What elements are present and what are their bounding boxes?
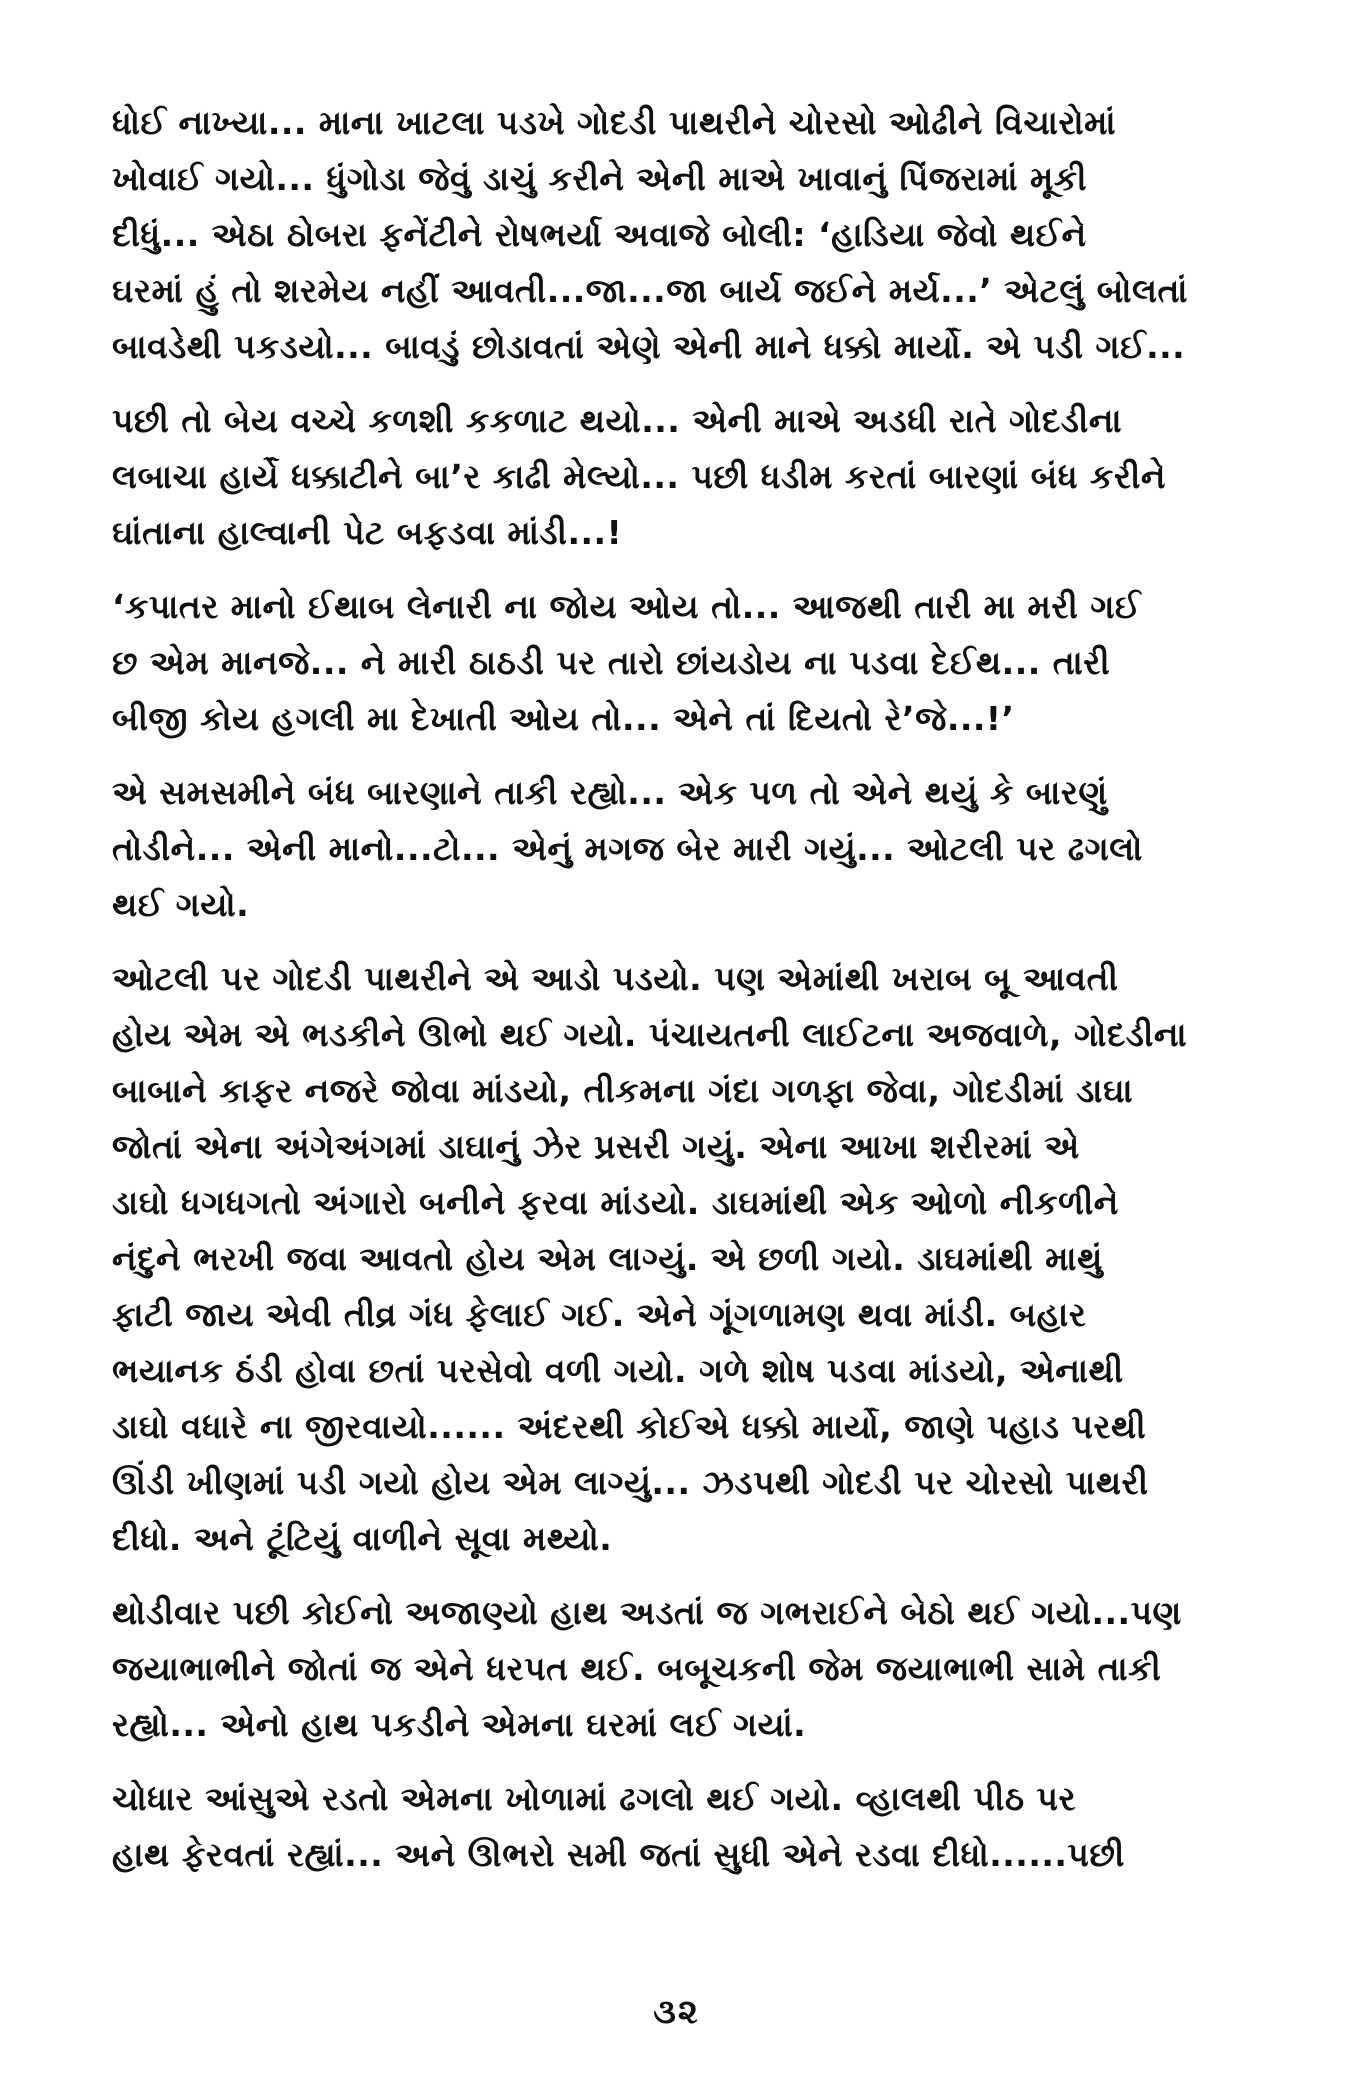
text-line: પછી તો બેય વચ્ચે કળશી કકળાટ થયો... એની માએ અડધી રાતે ગોદડીના: [112, 401, 1123, 440]
text-line: ઘાંતાના હાલ્વાની પેટ બફડવા માંડી...!: [112, 513, 623, 552]
text-line: ઊંડી ખીણમાં પડી ગયો હોય એમ લાગ્યું... ઝડપથી ગોદડી પર ચોરસો પાથરી: [112, 1463, 1149, 1502]
text-line: બીજી કોય હગલી મા દેખાતી ઓય તો... એને તાં દિયતો રે’જે...!’: [112, 699, 1015, 738]
text-line: થઈ ગયો.: [112, 885, 250, 924]
text-line: ખોવાઈ ગયો... ધુંગોડા જેવું ડાચું કરીને એની માએ ખાવાનું પિંજરામાં મૂકી: [112, 159, 1088, 198]
text-line: જોતાં એના અંગેઅંગમાં ડાઘાનું ઝેર પ્રસરી ગયું. એના આખા શરીરમાં એ: [112, 1127, 1080, 1166]
text-line: ઘરમાં હું તો શરમેય નહીં આવતી...જા...જા બાર્ય જઈને મર્ય...’ એટલું બોલતાં: [112, 271, 1188, 310]
paragraph-1: [112, 95, 1222, 375]
body-text: [112, 95, 1222, 1901]
paragraph-7: [112, 1771, 1222, 1883]
text-line: બાબાને કાફર નજરે જોવા માંડયો, તીકમના ગંદા ગળફા જેવા, ગોદડીમાં ડાઘા: [112, 1071, 1134, 1110]
text-line: ડાઘો વધારે ના જીરવાયો...... અંદરથી કોઈએ ધક્કો માર્યો, જાણે પહાડ પરથી: [112, 1407, 1147, 1446]
text-line: થોડીવાર પછી કોઈનો અજાણ્યો હાથ અડતાં જ ગભરાઈને બેઠો થઈ ગયો...પણ: [112, 1593, 1182, 1632]
paragraph-6: [112, 1585, 1222, 1753]
text-line: લબાચા હાર્યે ધક્કાટીને બા’ર કાઢી મેલ્યો... પછી ધડીમ કરતાં બારણાં બંધ કરીને: [112, 457, 1166, 496]
text-line: હાથ ફેરવતાં રહ્યાં... અને ઊભરો સમી જતાં સુધી એને રડવા દીધો......પછી: [112, 1835, 1125, 1874]
text-line: જયાભાભીને જોતાં જ એને ધરપત થઈ. બબૂચકની જેમ જયાભાભી સામે તાકી: [112, 1649, 1162, 1688]
text-line: રહ્યો... એનો હાથ પકડીને એમના ઘરમાં લઈ ગયાં.: [112, 1705, 807, 1744]
text-line: ‘કપાતર માનો ઈથાબ લેનારી ના જોય ઓય તો... આજથી તારી મા મરી ગઈ: [112, 587, 1141, 626]
text-line: દીધો. અને ટૂંટિયું વાળીને સૂવા મથ્યો.: [112, 1519, 613, 1558]
paragraph-4: [112, 765, 1222, 933]
paragraph-2: [112, 393, 1222, 561]
text-line: બાવડેથી પકડયો... બાવડું છોડાવતાં એણે એની માને ધક્કો માર્યો. એ પડી ગઈ...: [112, 327, 1186, 366]
text-line: ધોઈ નાખ્યા... માના ખાટલા પડખે ગોદડી પાથરીને ચોરસો ઓઢીને વિચારોમાં: [112, 103, 1117, 142]
text-line: ઓટલી પર ગોદડી પાથરીને એ આડો પડયો. પણ એમાંથી ખરાબ બૂ આવતી: [112, 959, 1119, 998]
text-line: હોય એમ એ ભડકીને ઊભો થઈ ગયો. પંચાયતની લાઈટના અજવાળે, ગોદડીના: [112, 1015, 1188, 1054]
page-number: ૩૨: [653, 1992, 700, 2032]
paragraph-5: [112, 951, 1222, 1567]
paragraph-3: [112, 579, 1222, 747]
text-line: એ સમસમીને બંધ બારણાને તાકી રહ્યો... એક પળ તો એને થયું કે બારણું: [112, 773, 1108, 812]
text-line: ફાટી જાય એવી તીવ્ર ગંધ ફેલાઈ ગઈ. એને ગૂંગળામણ થવા માંડી. બહાર: [112, 1295, 1087, 1334]
text-line: નંદુને ભરખી જવા આવતો હોય એમ લાગ્યું. એ છળી ગયો. ડાઘમાંથી માથું: [112, 1239, 1103, 1278]
text-line: ડાઘો ધગધગતો અંગારો બનીને ફરવા માંડયો. ડાઘમાંથી એક ઓળો નીકળીને: [112, 1183, 1119, 1222]
text-line: ભયાનક ઠંડી હોવા છતાં પરસેવો વળી ગયો. ગળે શોષ પડવા માંડયો, એનાથી: [112, 1351, 1124, 1390]
text-line: તોડીને... એની માનો...ટો... એનું મગજ બેર મારી ગયું... ઓટલી પર ઢગલો: [112, 829, 1143, 868]
text-line: દીધું... એઠા ઠોબરા ફનેંટીને રોષભર્યા અવાજે બોલી: ‘હાડિયા જેવો થઈને: [112, 215, 1087, 254]
text-line: ચોધાર આંસુએ રડતો એમના ખોળામાં ઢગલો થઈ ગયો. વ્હાલથી પીઠ પર: [112, 1779, 1077, 1818]
text-line: છ એમ માનજે... ને મારી ઠાઠડી પર તારો છાંયડોય ના પડવા દેઈથ... તારી: [112, 643, 1111, 682]
